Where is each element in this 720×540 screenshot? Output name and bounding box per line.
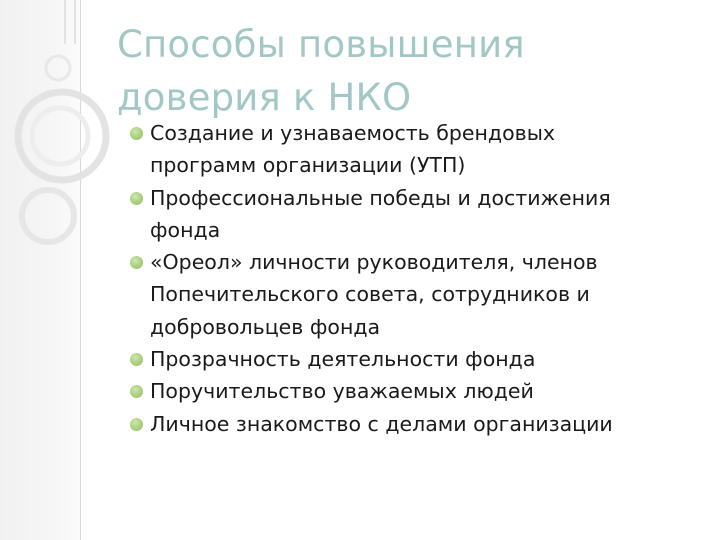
slide-title <box>117 18 677 124</box>
bullet-text: Создание и узнаваемость брендовых <box>150 121 556 145</box>
bullet-item <box>128 117 708 182</box>
lower-ring <box>22 190 74 242</box>
small-ring <box>46 56 70 80</box>
bullet-text: Профессиональные победы и достижения <box>150 185 611 210</box>
bullet-text: Прозрачность деятельности фонда <box>150 347 536 372</box>
bullet-text: Попечительского совета, сотрудников и <box>150 282 590 307</box>
bullet-text: «Ореол» личности руководителя, членов <box>150 250 598 275</box>
bullet-dot-icon <box>130 418 143 431</box>
bullet-text: Личное знакомство с делами организации <box>150 411 613 436</box>
bullet-item <box>128 343 708 375</box>
bullet-dot-icon <box>130 127 143 140</box>
bullet-dot-icon <box>130 385 143 398</box>
bullet-text: фонда <box>150 217 221 242</box>
inner-ring <box>32 108 88 164</box>
bullet-list <box>128 117 708 440</box>
bullet-dot-icon <box>130 353 143 366</box>
decor-stroke <box>64 0 76 44</box>
bullet-text: Поручительство уважаемых людей <box>150 379 534 404</box>
bullet-item <box>128 408 708 440</box>
bullet-item <box>128 182 708 247</box>
bullet-item <box>128 375 708 407</box>
title-line: Способы повышения <box>117 23 525 66</box>
bullet-item <box>128 246 708 343</box>
bullet-text: программ организации (УТП) <box>150 153 466 178</box>
bullet-dot-icon <box>130 192 143 205</box>
title-line: доверия к НКО <box>117 76 412 119</box>
bullet-dot-icon <box>130 256 143 269</box>
decorative-rings <box>0 40 110 280</box>
bullet-text: добровольцев фонда <box>150 314 381 339</box>
